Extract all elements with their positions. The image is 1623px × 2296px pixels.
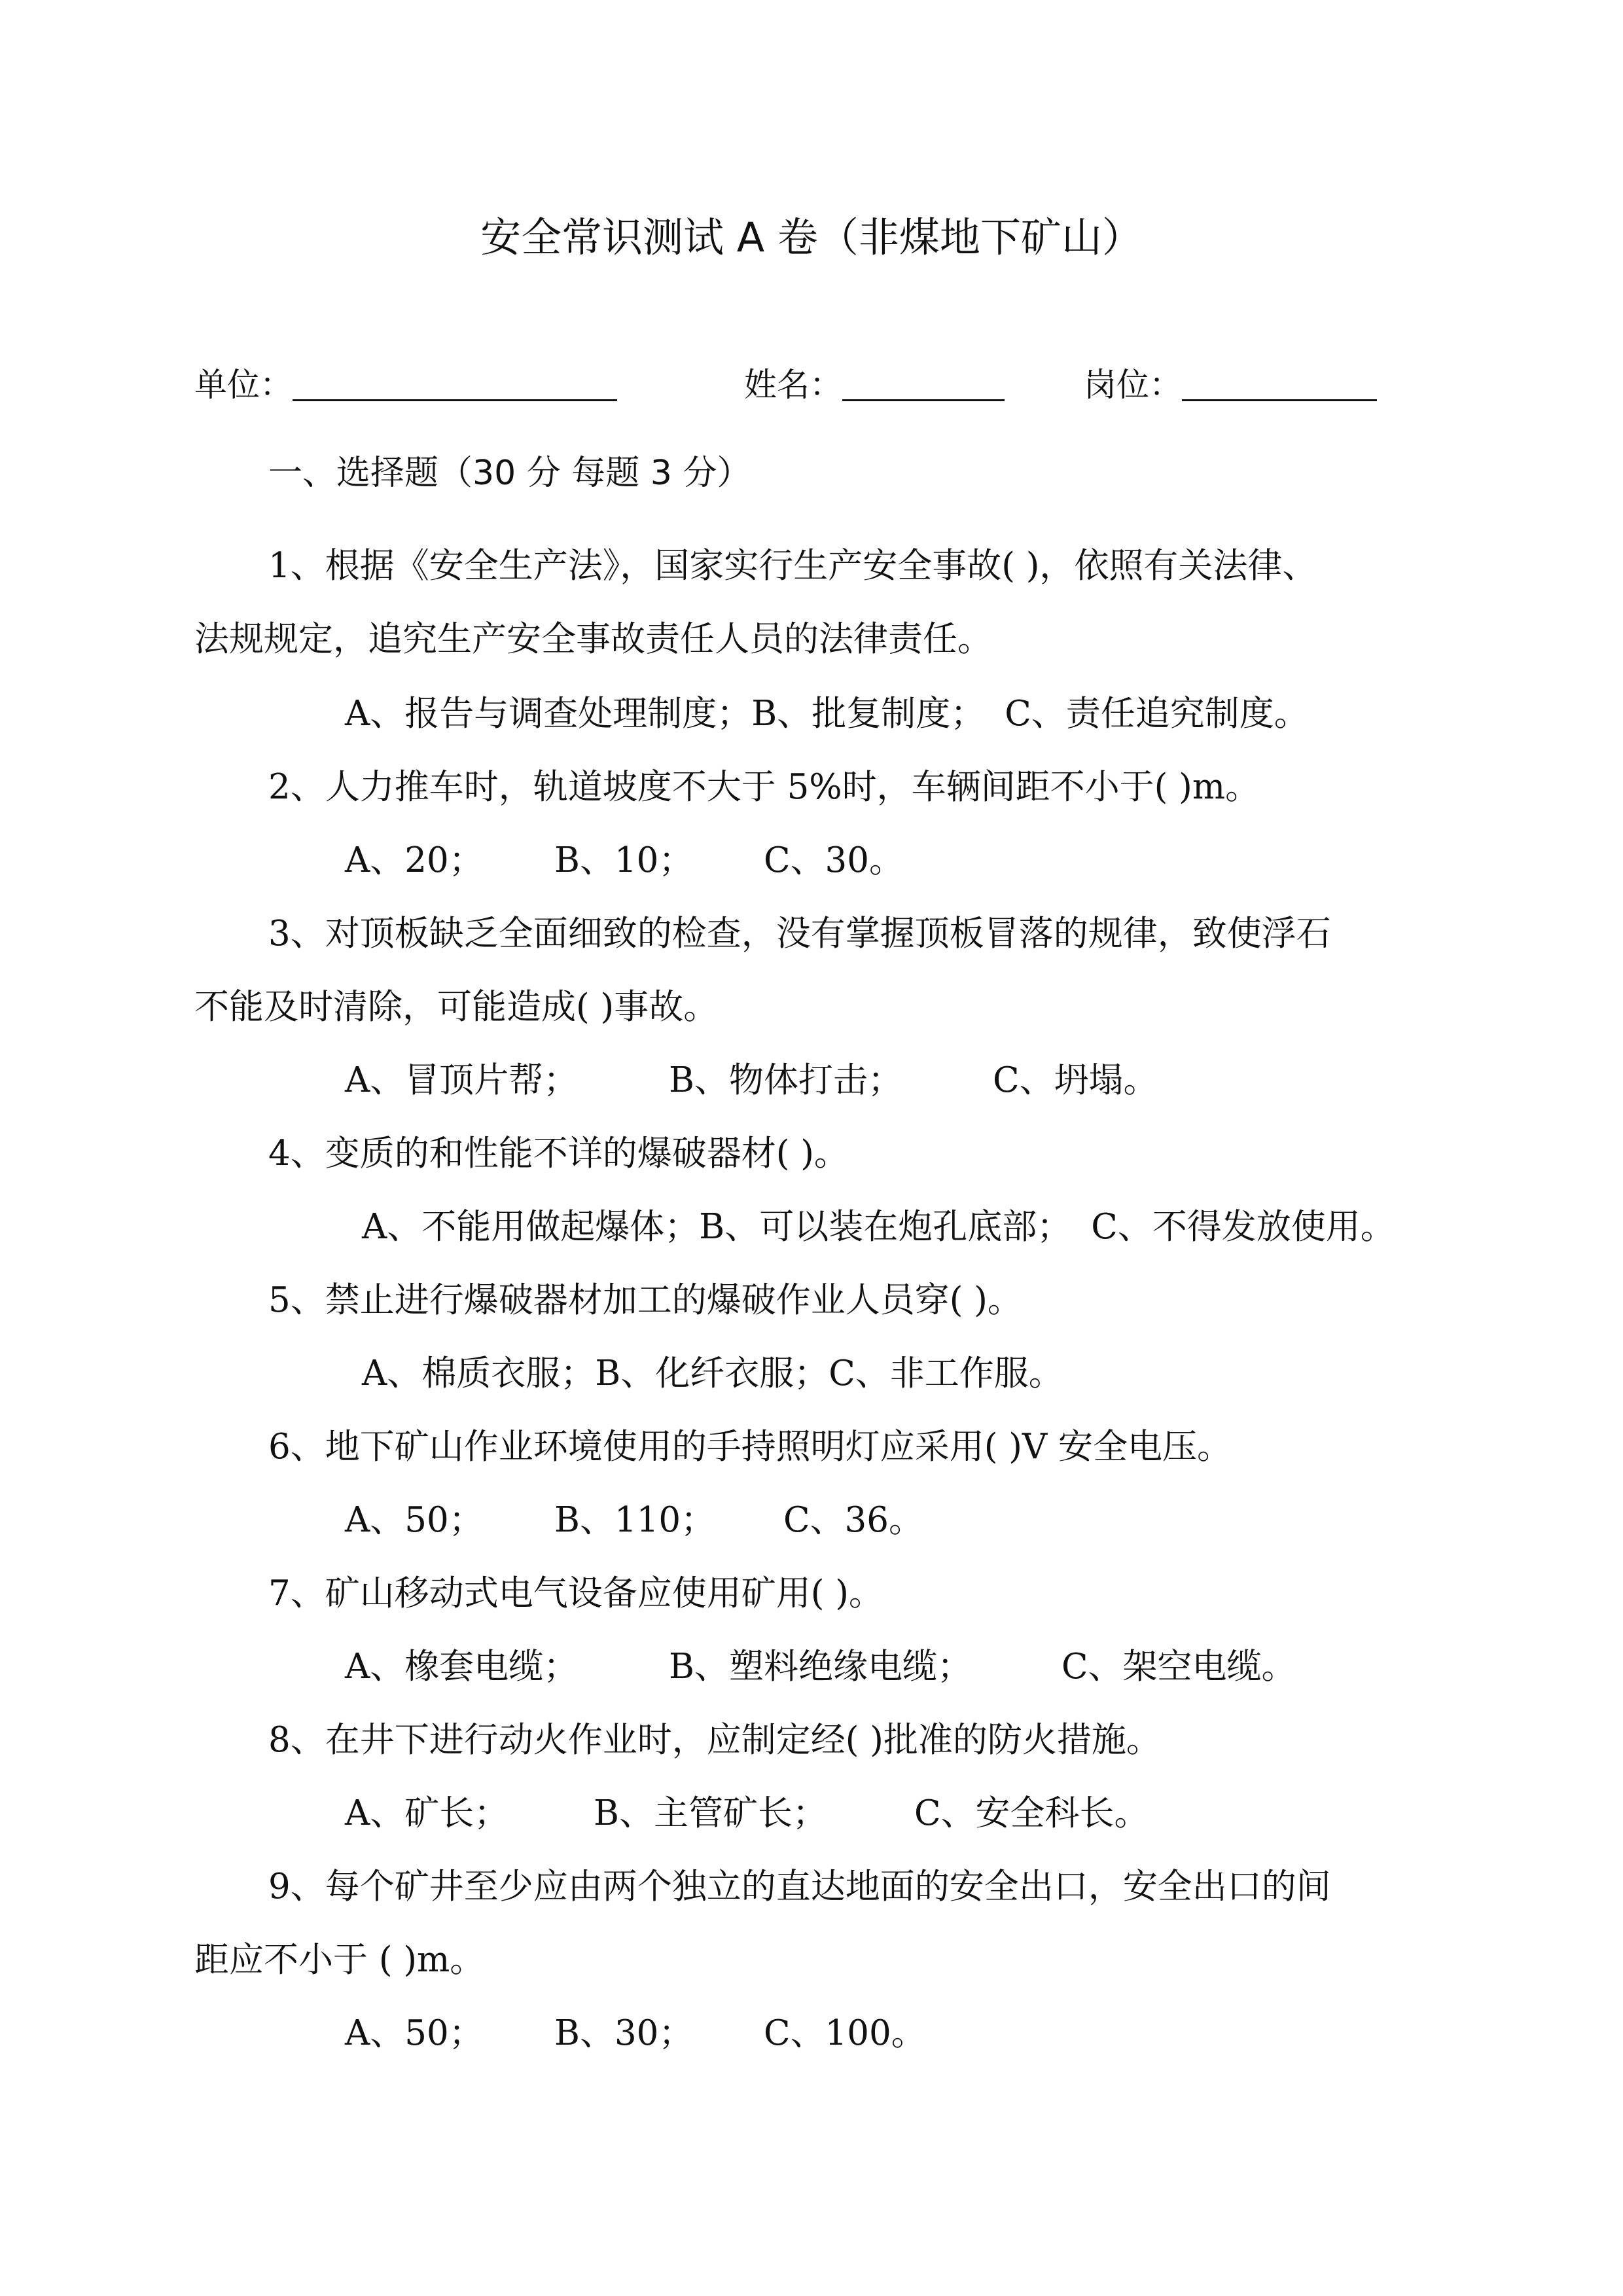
option-c[interactable]: C、架空电缆。 — [1061, 1647, 1296, 1687]
name-field — [744, 359, 1005, 411]
option-a[interactable]: A、不能用做起爆体； — [362, 1207, 700, 1247]
question-3-options — [345, 1051, 1158, 1110]
question-4: 4、变质的和性能不详的爆破器材( )。 — [268, 1134, 849, 1174]
option-b[interactable]: B、30； — [554, 2013, 694, 2053]
question-1: 1、根据《安全生产法》，国家实行生产安全事故( )，依照有关法律、 — [268, 546, 1317, 586]
question-2-options — [345, 831, 904, 890]
option-a[interactable]: A、棉质衣服； — [362, 1354, 596, 1393]
option-a[interactable]: A、橡套电缆； — [345, 1647, 579, 1687]
option-b[interactable]: B、主管矿长； — [594, 1793, 827, 1833]
option-a[interactable]: A、冒顶片帮； — [345, 1060, 579, 1100]
question-1-options — [345, 685, 1309, 744]
option-b[interactable]: B、化纤衣服； — [595, 1354, 829, 1393]
question-6: 6、地下矿山作业环境使用的手持照明灯应采用( )V 安全电压。 — [268, 1427, 1232, 1467]
question-4-options — [362, 1198, 1395, 1257]
name-blank[interactable] — [842, 359, 1005, 401]
post-label: 岗位： — [1084, 366, 1182, 404]
question-7: 7、矿山移动式电气设备应使用矿用( )。 — [268, 1573, 883, 1613]
question-5-options — [362, 1344, 1063, 1403]
question-2: 2、人力推车时，轨道坡度不大于 5%时，车辆间距不小于( )m。 — [268, 767, 1260, 807]
question-9: 9、每个矿井至少应由两个独立的直达地面的安全出口，安全出口的间 — [268, 1867, 1331, 1907]
option-c[interactable]: C、非工作服。 — [829, 1354, 1063, 1393]
question-6-options — [345, 1491, 923, 1550]
question-1-cont: 法规规定，追究生产安全事故责任人员的法律责任。 — [194, 619, 992, 659]
option-b[interactable]: B、物体打击； — [669, 1060, 902, 1100]
question-3: 3、对顶板缺乏全面细致的检查，没有掌握顶板冒落的规律，致使浮石 — [268, 914, 1331, 954]
option-c[interactable]: C、不得发放使用。 — [1091, 1207, 1395, 1247]
option-c[interactable]: C、安全科长。 — [914, 1793, 1149, 1833]
unit-label: 单位： — [194, 366, 293, 404]
option-a[interactable]: A、50； — [345, 2013, 484, 2053]
option-c[interactable]: C、责任追究制度。 — [1005, 694, 1309, 734]
post-blank[interactable] — [1182, 359, 1377, 401]
option-b[interactable]: B、可以装在炮孔底部； — [699, 1207, 1072, 1247]
name-label: 姓名： — [744, 366, 842, 404]
post-field — [1084, 359, 1377, 411]
option-a[interactable]: A、矿长； — [345, 1793, 509, 1833]
option-a[interactable]: A、20； — [345, 840, 484, 880]
question-5: 5、禁止进行爆破器材加工的爆破作业人员穿( )。 — [268, 1280, 1022, 1320]
section-heading: 一、选择题（30 分 每题 3 分） — [268, 454, 751, 493]
option-b[interactable]: B、110； — [554, 1500, 716, 1540]
question-9-cont: 距应不小于 ( )m。 — [194, 1940, 485, 1980]
question-8: 8、在井下进行动火作业时，应制定经( )批准的防火措施。 — [268, 1720, 1161, 1760]
question-8-options — [345, 1784, 1149, 1843]
option-c[interactable]: C、100。 — [764, 2013, 926, 2053]
question-3-cont: 不能及时清除，可能造成( )事故。 — [194, 987, 719, 1027]
option-a[interactable]: A、50； — [345, 1500, 484, 1540]
unit-blank[interactable] — [293, 359, 617, 401]
option-b[interactable]: B、批复制度； — [751, 694, 986, 734]
option-c[interactable]: C、36。 — [783, 1500, 923, 1540]
page-title: 安全常识测试 A 卷（非煤地下矿山） — [480, 213, 1143, 261]
option-a[interactable]: A、报告与调查处理制度； — [345, 694, 752, 734]
option-b[interactable]: B、塑料绝缘电缆； — [669, 1647, 972, 1687]
option-b[interactable]: B、10； — [554, 840, 694, 880]
option-c[interactable]: C、30。 — [764, 840, 904, 880]
unit-field — [194, 359, 617, 411]
option-c[interactable]: C、坍塌。 — [993, 1060, 1158, 1100]
question-7-options — [345, 1638, 1296, 1696]
question-9-options — [345, 2004, 926, 2063]
